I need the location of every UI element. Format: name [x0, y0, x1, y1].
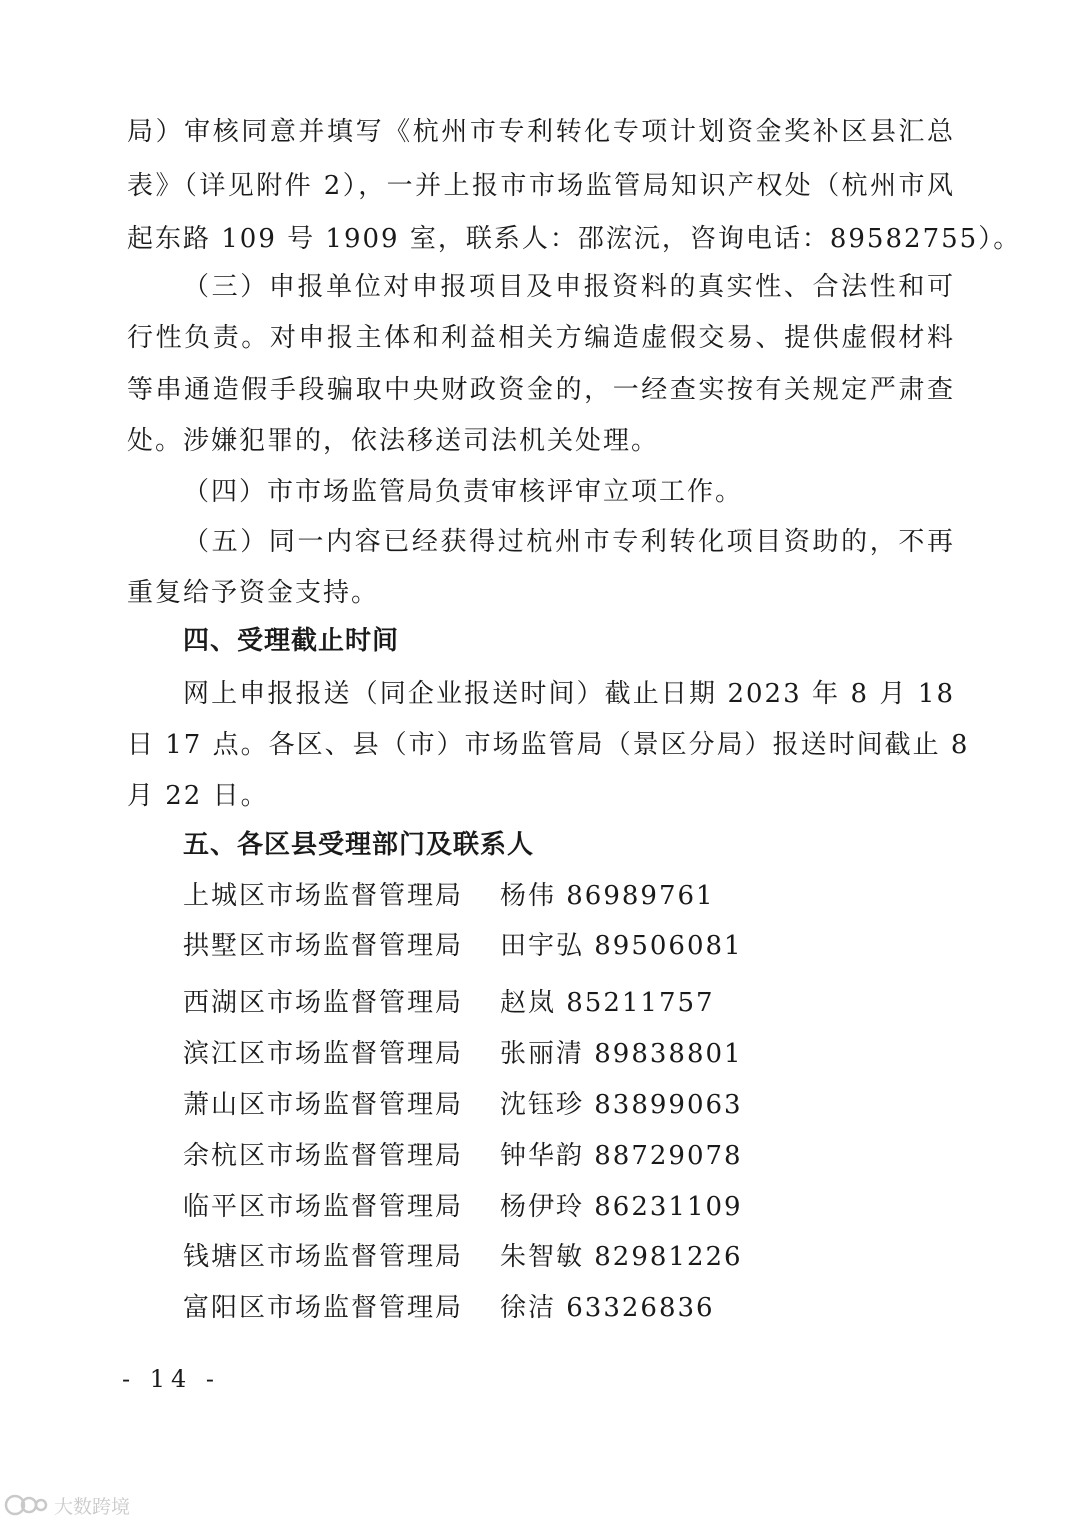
contact-person: 赵岚 85211757: [500, 988, 715, 1018]
watermark-logo-icon: [4, 1492, 48, 1518]
contact-office: 富阳区市场监督管理局: [183, 1293, 464, 1323]
contact-office: 滨江区市场监督管理局: [183, 1039, 464, 1069]
paragraph-line: 表》（详见附件 2），一并上报市市场监管局知识产权处（杭州市风: [127, 171, 955, 201]
contact-office: 钱塘区市场监督管理局: [183, 1242, 464, 1272]
contact-office: 拱墅区市场监督管理局: [183, 931, 464, 961]
paragraph-line: 局）审核同意并填写《杭州市专利转化专项计划资金奖补区县汇总: [127, 117, 955, 147]
paragraph-line: 起东路 109 号 1909 室，联系人：邵浤沅，咨询电话：89582755）。: [127, 224, 1022, 254]
contact-office: 余杭区市场监督管理局: [183, 1141, 464, 1171]
paragraph-line: 行性负责。对申报主体和利益相关方编造虚假交易、提供虚假材料: [127, 323, 955, 353]
deadline-line: 月 22 日。: [127, 781, 269, 811]
section-heading-deadline: 四、受理截止时间: [183, 626, 400, 656]
contact-office: 西湖区市场监督管理局: [183, 988, 464, 1018]
paragraph-line: 重复给予资金支持。: [127, 578, 380, 608]
deadline-line: 日 17 点。各区、县（市）市场监管局（景区分局）报送时间截止 8: [127, 730, 970, 760]
contact-person: 钟华韵 88729078: [500, 1141, 743, 1171]
contact-person: 沈钰珍 83899063: [500, 1090, 743, 1120]
paragraph-line: 等串通造假手段骗取中央财政资金的，一经查实按有关规定严肃查: [127, 375, 955, 405]
contact-person: 朱智敏 82981226: [500, 1242, 743, 1272]
contact-person: 徐洁 63326836: [500, 1293, 715, 1323]
watermark-text: 大数跨境: [54, 1495, 131, 1518]
contact-person: 杨伊玲 86231109: [500, 1192, 743, 1222]
watermark: [4, 1490, 130, 1520]
contact-office: 上城区市场监督管理局: [183, 881, 464, 911]
contact-office: 萧山区市场监督管理局: [183, 1090, 464, 1120]
contact-person: 张丽清 89838801: [500, 1039, 743, 1069]
contact-person: 田宇弘 89506081: [500, 931, 743, 961]
paragraph-line: （四）市市场监管局负责审核评审立项工作。: [183, 477, 744, 507]
section-heading-contacts: 五、各区县受理部门及联系人: [183, 830, 535, 860]
contact-office: 临平区市场监督管理局: [183, 1192, 464, 1222]
deadline-line: 网上申报报送（同企业报送时间）截止日期 2023 年 8 月 18: [183, 679, 955, 709]
paragraph-line: （三）申报单位对申报项目及申报资料的真实性、合法性和可: [183, 272, 955, 302]
page-number: - 14 -: [122, 1365, 221, 1393]
paragraph-line: 处。涉嫌犯罪的，依法移送司法机关处理。: [127, 426, 660, 456]
paragraph-line: （五）同一内容已经获得过杭州市专利转化项目资助的，不再: [183, 527, 955, 557]
contact-person: 杨伟 86989761: [500, 881, 715, 911]
